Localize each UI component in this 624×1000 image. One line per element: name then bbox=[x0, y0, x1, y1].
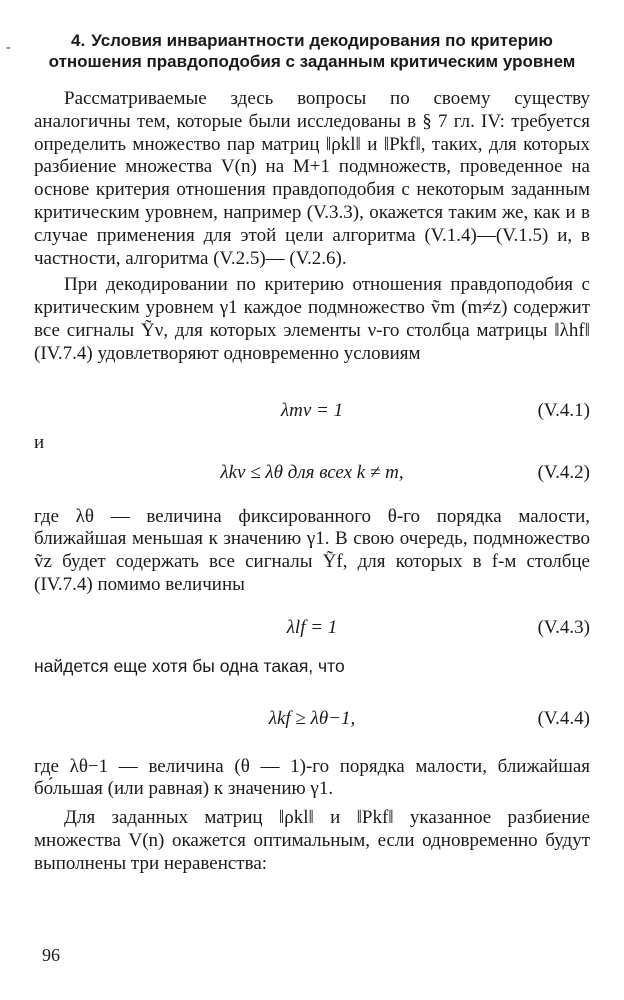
equation-formula: λkf ≥ λθ−1, bbox=[268, 707, 356, 729]
equation-formula: λlf = 1 bbox=[286, 616, 338, 638]
paragraph-where-theta-minus: где λθ−1 — величина (θ — 1)-го порядка малости, ближайшая бо́льшая (или равная) к значению γ1. bbox=[34, 755, 590, 800]
equation-label: (V.4.4) bbox=[537, 707, 590, 729]
paragraph-where-theta: где λθ — величина фиксированного θ-го порядка малости, ближайшая меньшая к значению γ1. В свою очередь, подмножество ṽz будет содержать все сигналы Ỹf, для которых в f-м столбце (IV.7.4) помимо величины bbox=[34, 505, 590, 595]
equation-label: (V.4.2) bbox=[537, 461, 590, 483]
equation-v-4-1 bbox=[34, 396, 590, 426]
equation-label: (V.4.1) bbox=[537, 399, 590, 421]
equation-formula: λkν ≤ λθ для всех k ≠ m, bbox=[220, 461, 404, 483]
equation-v-4-3 bbox=[34, 613, 590, 643]
paragraph-intro: Рассматриваемые здесь вопросы по своему существу аналогичны тем, которые были исследованы в § 7 гл. IV: требуется определить множество пар матриц ‖ρkl‖ и ‖Pkf‖, таких, для которых разбиение множества V(n) на M+1 подмножеств, проведенное на основе критерия отношения правдоподобия с некоторым заданным критическим уровнем, например (V.3.3), окажется таким же, как и в случае применения для этой цели алгоритма (V.1.4)—(V.1.5) и, в частности, алгоритма (V.2.5)— (V.2.6). bbox=[34, 88, 590, 269]
section-number: 4. bbox=[71, 31, 86, 50]
paragraph-found: найдется еще хотя бы одна такая, что bbox=[34, 655, 345, 676]
paragraph-decoding: При декодировании по критерию отношения правдоподобия с критическим уровнем γ1 каждое подмножество ṽm (m≠z) содержит все сигналы Ỹν, для которых элементы ν-го столбца матрицы ‖λhf‖ (IV.7.4) удовлетворяют одновременно условиям bbox=[34, 274, 590, 364]
section-heading bbox=[34, 30, 590, 72]
equation-label: (V.4.3) bbox=[537, 616, 590, 638]
conjunction-and: и bbox=[34, 431, 45, 453]
equation-v-4-4 bbox=[34, 704, 590, 734]
book-page bbox=[34, 30, 590, 980]
equation-v-4-2 bbox=[34, 458, 590, 488]
margin-mark: - bbox=[6, 40, 11, 55]
paragraph-final: Для заданных матриц ‖ρkl‖ и ‖Pkf‖ указанное разбиение множества V(n) окажется оптимальным, если одновременно будут выполнены три неравенства: bbox=[34, 807, 590, 874]
section-title: Условия инвариантности декодирования по критерию отношения правдоподобия с заданным критическим уровнем bbox=[48, 31, 576, 71]
equation-formula: λmν = 1 bbox=[280, 399, 344, 421]
page-number: 96 bbox=[42, 945, 60, 965]
